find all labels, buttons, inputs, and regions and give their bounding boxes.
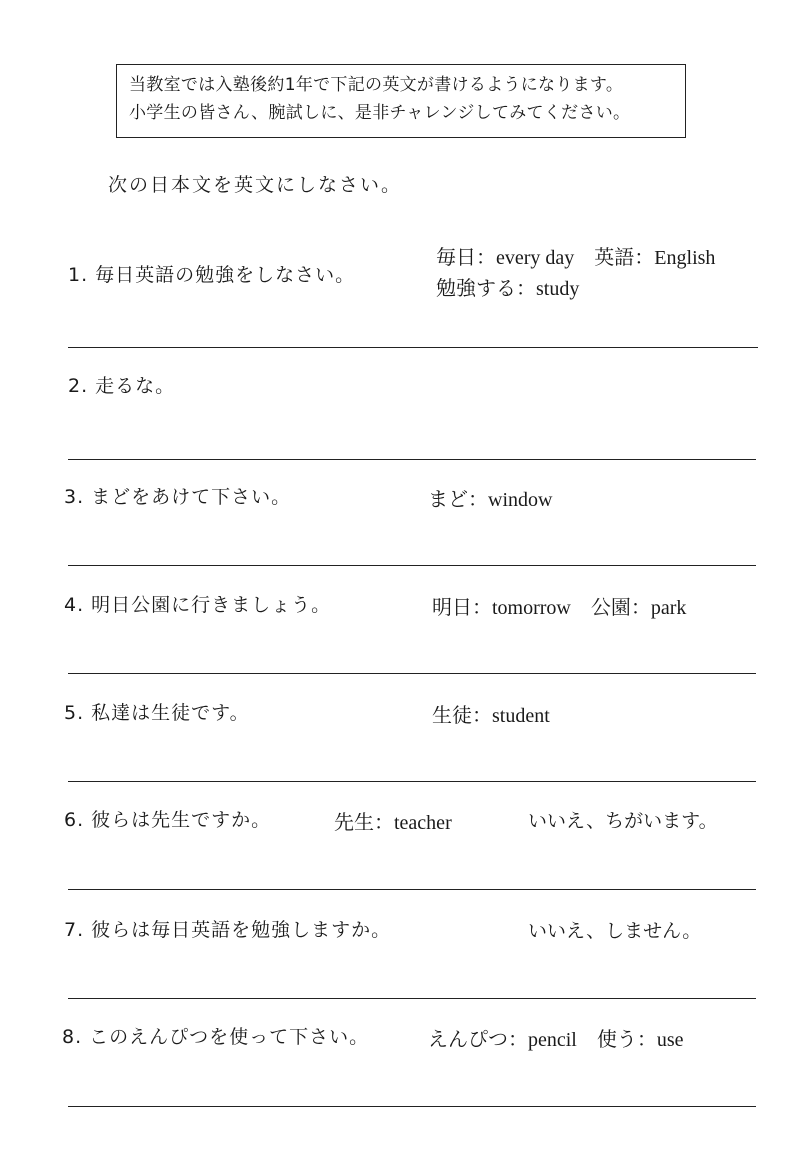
question-6-response: いいえ、ちがいます。 — [528, 810, 718, 832]
question-5: 5. 私達は生徒です。 — [64, 702, 250, 724]
question-5-hint: 生徒：student — [432, 705, 550, 727]
question-8: 8. このえんぴつを使って下さい。 — [62, 1026, 370, 1048]
notice-line-1: 当教室では入塾後約1年で下記の英文が書けるようになります。 — [129, 75, 624, 95]
notice-line-2: 小学生の皆さん、腕試しに、是非チャレンジしてみてください。 — [129, 103, 631, 123]
question-1-hint-line-2: 勉強する：study — [436, 278, 580, 300]
question-1: 1. 毎日英語の勉強をしなさい。 — [68, 264, 356, 286]
question-6: 6. 彼らは先生ですか。 — [64, 809, 272, 831]
question-3-hint: まど：window — [428, 489, 553, 511]
answer-line-6[interactable] — [68, 889, 756, 890]
question-8-hint: えんぴつ：pencil 使う：use — [428, 1029, 684, 1051]
answer-line-2[interactable] — [68, 459, 756, 460]
question-2: 2. 走るな。 — [68, 375, 176, 397]
question-1-hint-line-1: 毎日：every day 英語：English — [436, 247, 716, 269]
question-4: 4. 明日公園に行きましょう。 — [64, 594, 332, 616]
answer-line-8[interactable] — [68, 1106, 756, 1107]
answer-line-4[interactable] — [68, 673, 756, 674]
instruction-text: 次の日本文を英文にしなさい。 — [108, 174, 403, 196]
answer-line-3[interactable] — [68, 565, 756, 566]
question-7-response: いいえ、しません。 — [528, 920, 702, 942]
answer-line-1[interactable] — [68, 347, 758, 348]
question-6-hint: 先生：teacher — [334, 812, 452, 834]
notice-box — [116, 64, 686, 138]
question-7: 7. 彼らは毎日英語を勉強しますか。 — [64, 919, 392, 941]
answer-line-5[interactable] — [68, 781, 756, 782]
answer-line-7[interactable] — [68, 998, 756, 999]
question-3: 3. まどをあけて下さい。 — [64, 486, 292, 508]
question-4-hint: 明日：tomorrow 公園：park — [432, 597, 687, 619]
